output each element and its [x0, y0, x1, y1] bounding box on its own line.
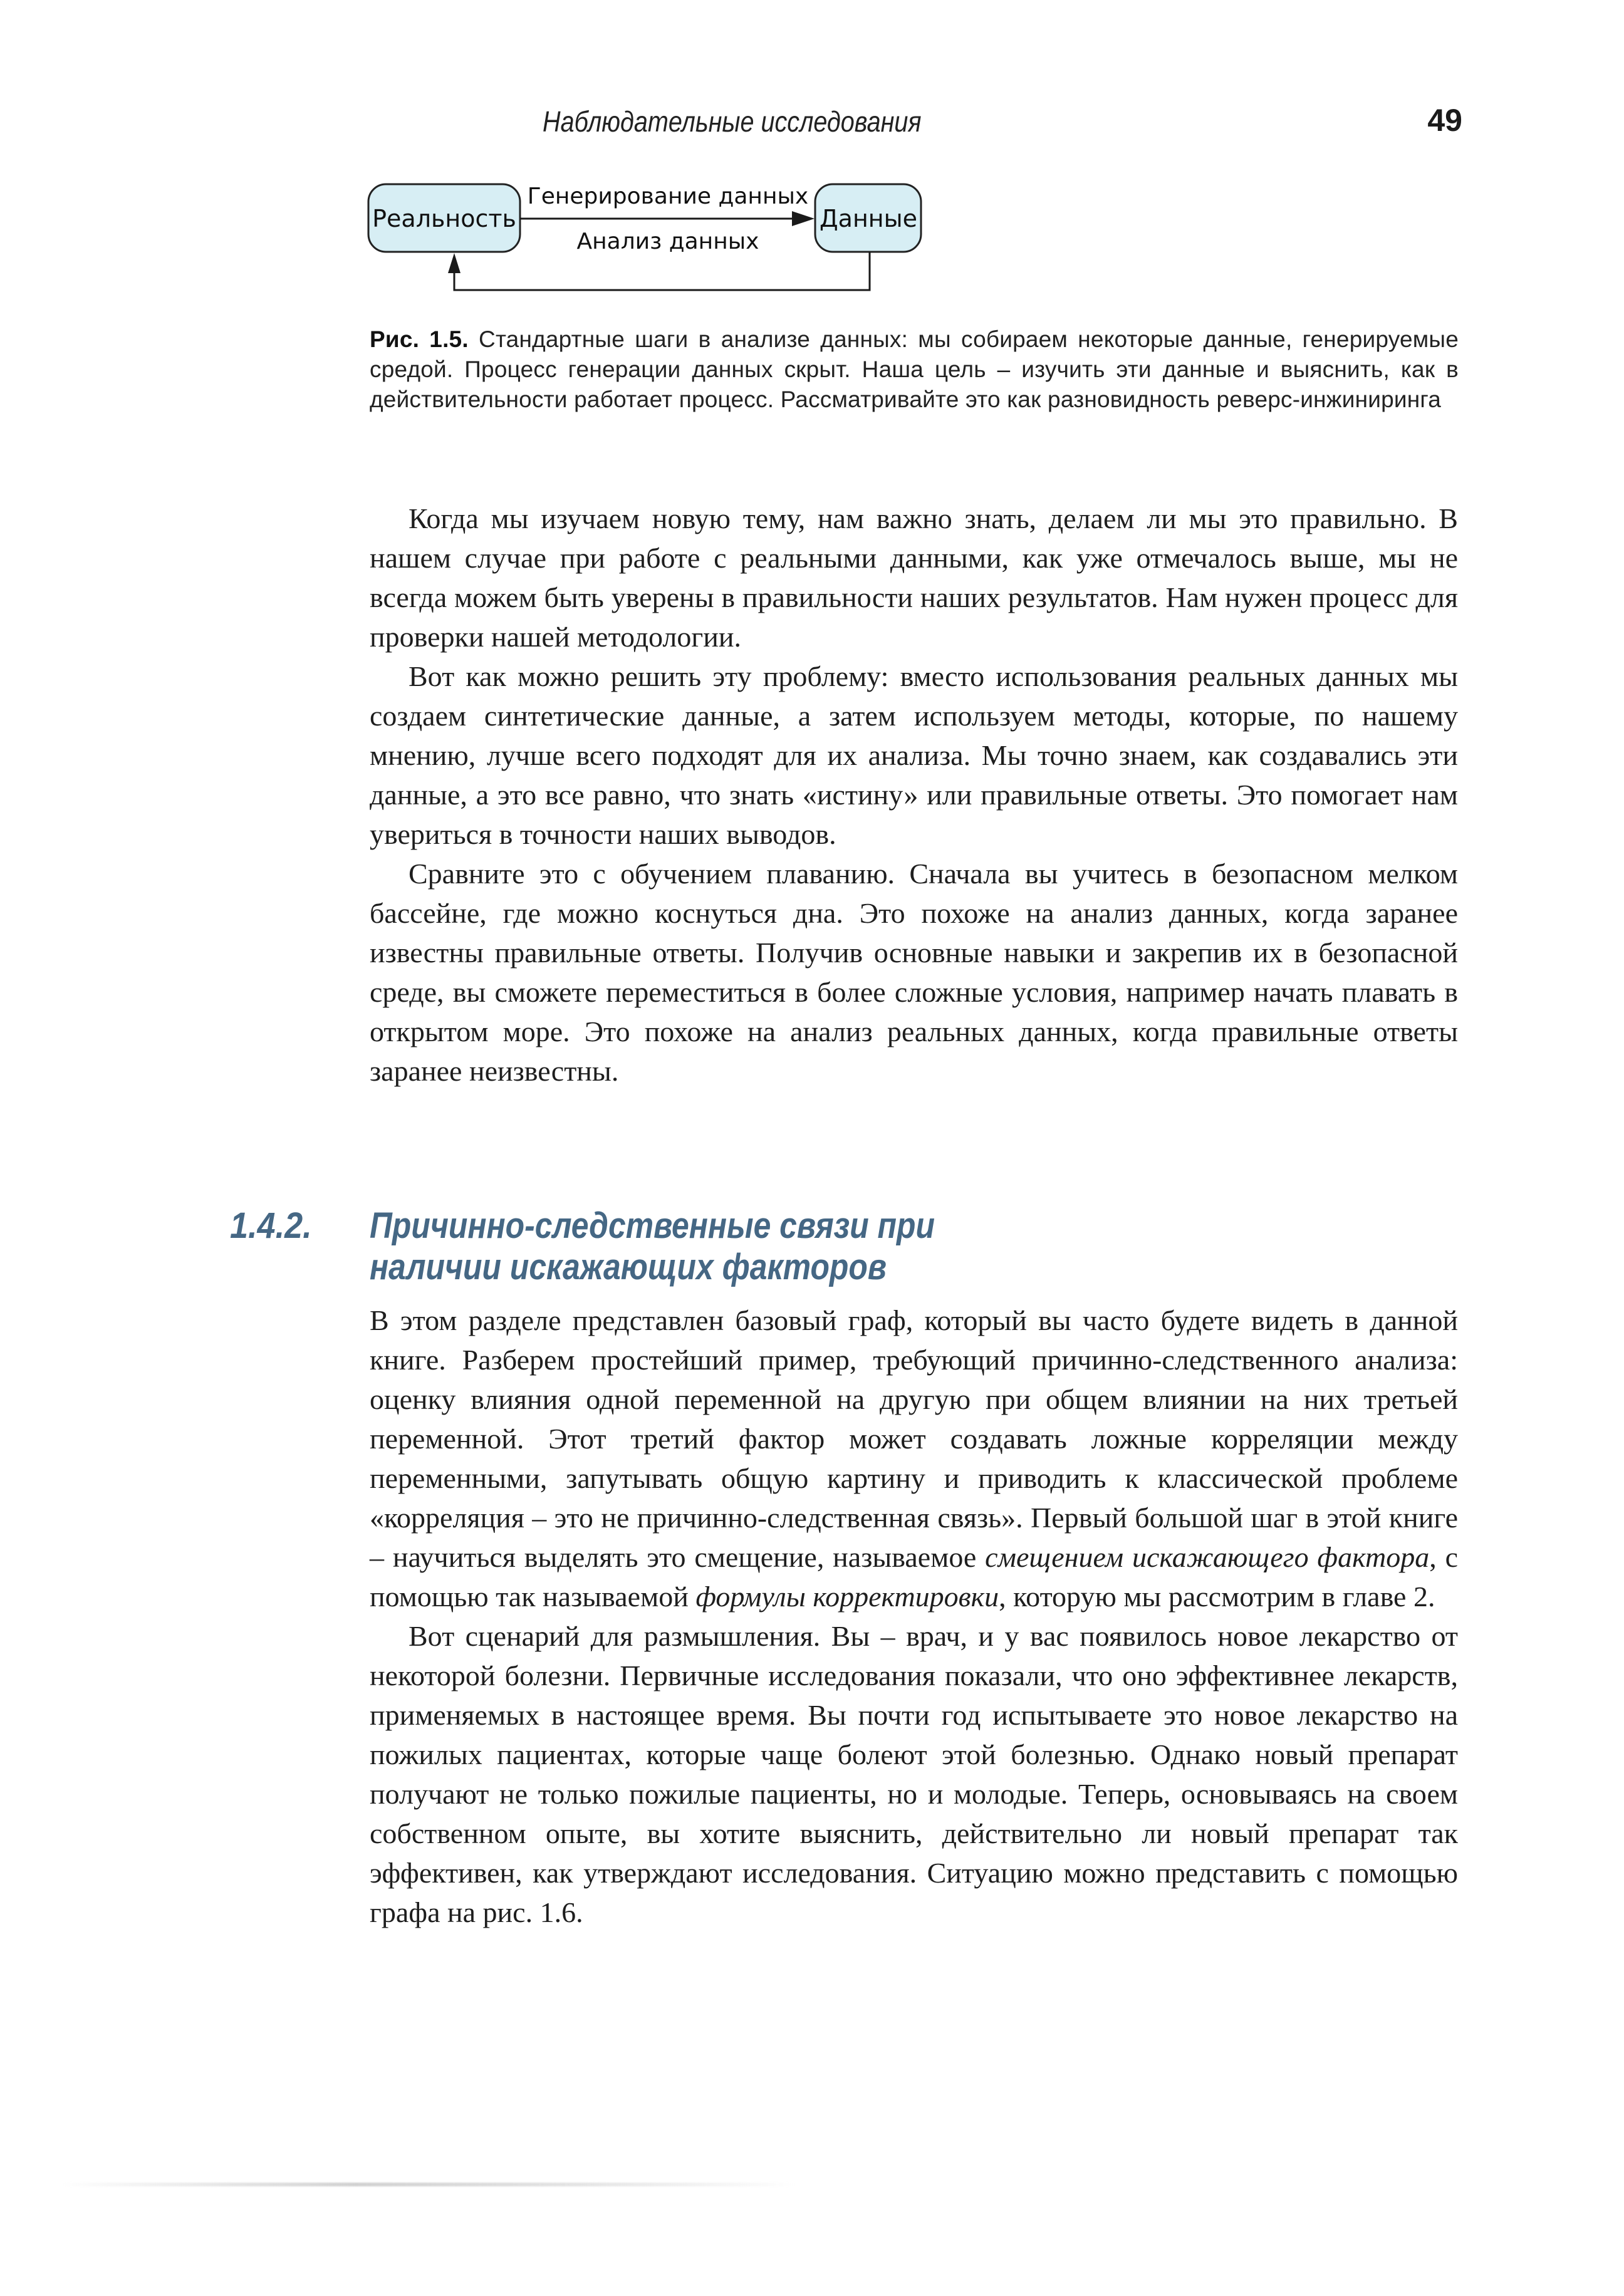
paragraph-text: , с помощью так называемой — [370, 1541, 1459, 1613]
edge-generation-label: Генерирование данных — [527, 184, 809, 209]
arrowhead-up-icon — [448, 253, 461, 273]
edge-analysis-label: Анализ данных — [576, 229, 759, 254]
paragraph: Сравните это с обучением плаванию. Сначала вы учитесь в безопасном мелком бассейне, где можно коснуться дна. Это похоже на анализ данных, когда заранее известны правильные ответы. Получив основные навыки и закрепив их в безопасной среде, вы сможете переместиться в более сложные условия, например начать плавать в открытом море. Это похоже на анализ реальных данных, когда правильные ответы заранее неизвестны. — [370, 858, 1458, 1087]
paragraph: Вот сценарий для размышления. Вы – врач, и у вас появилось новое лекарство от некоторой болезни. Первичные исследования показали, что оно эффективнее лекарств, применяемых в настоящее время. Вы почти год испытываете это новое лекарство на пожилых пациентах, которые чаще болеют этой болезнью. Однако новый препарат получают не только пожилые пациенты, но и молодые. Теперь, основываясь на своем собственном опыте, вы хотите выяснить, действительно ли новый препарат так эффективен, как утверждают исследования. Ситуацию можно представить с помощью графа на рис. 1.6. — [370, 1620, 1458, 1928]
running-header-title: Наблюдательные исследования — [543, 105, 922, 138]
section-title — [370, 1205, 1178, 1288]
figure-caption-label: Рис. 1.5. — [370, 326, 469, 352]
section-title-line-2: наличии искажающих факторов — [370, 1247, 887, 1287]
term-confounding-bias: смещением искажающего фактора — [985, 1541, 1430, 1573]
node-data-label: Данные — [819, 205, 918, 232]
node-data — [815, 184, 921, 252]
paragraph-text: В этом разделе представлен базовый граф, который вы часто будете видеть в данной книге. Разберем простейший пример, требующий причинно-следственного анализа: оценку влияния одной переменной на другую при общем влиянии на них третьей переменной. Этот третий фактор может создавать ложные корреляции между переменными, запутывать общую картину и приводить к классической проблеме «корреляция – это не причинно-следственная связь». Первый большой шаг в этой книге – научиться выделять это смещение, называемое — [370, 1304, 1458, 1573]
section-number: 1.4.2. — [230, 1205, 312, 1246]
intro-text-block — [370, 499, 1458, 1091]
feedback-loop-line — [454, 252, 870, 290]
edge-generation — [520, 184, 815, 226]
arrowhead-right-icon — [792, 211, 815, 226]
paragraph: Вот как можно решить эту проблему: вместо использования реальных данных мы создаем синтетические данные, а затем используем методы, которые, по нашему мнению, лучше всего подходят для их анализа. Мы точно знаем, как создавались эти данные, а это все равно, что знать «истину» или правильные ответы. Это помогает нам увериться в точности наших выводов. — [370, 660, 1458, 850]
page-number: 49 — [1427, 103, 1462, 138]
figure-1-5-diagram — [0, 0, 1624, 313]
page-edge-shadow — [63, 2183, 796, 2186]
term-adjustment-formula: формулы корректировки — [695, 1581, 999, 1613]
diagram-svg — [0, 0, 1624, 313]
node-reality-label: Реальность — [372, 205, 516, 232]
node-reality — [368, 184, 520, 252]
paragraph: Когда мы изучаем новую тему, нам важно знать, делаем ли мы это правильно. В нашем случае при работе с реальными данными, как уже отмечалось выше, мы не всегда можем быть уверены в правильности наших результатов. Нам нужен процесс для проверки нашей методологии. — [370, 502, 1458, 653]
paragraph-text: , которую мы рассмотрим в главе 2. — [999, 1581, 1435, 1613]
section-title-line-1: Причинно-следственные связи при — [370, 1205, 935, 1246]
section-text-block — [370, 1301, 1458, 1932]
figure-caption — [370, 325, 1459, 415]
paragraph — [370, 1301, 1458, 1616]
figure-caption-text: Стандартные шаги в анализе данных: мы собираем некоторые данные, генерируемые средой. Процесс генерации данных скрыт. Наша цель – изучить эти данные и выяснить, как в действительности работает процесс. Рассматривайте это как разновидность реверс-инжиниринга — [370, 326, 1459, 412]
